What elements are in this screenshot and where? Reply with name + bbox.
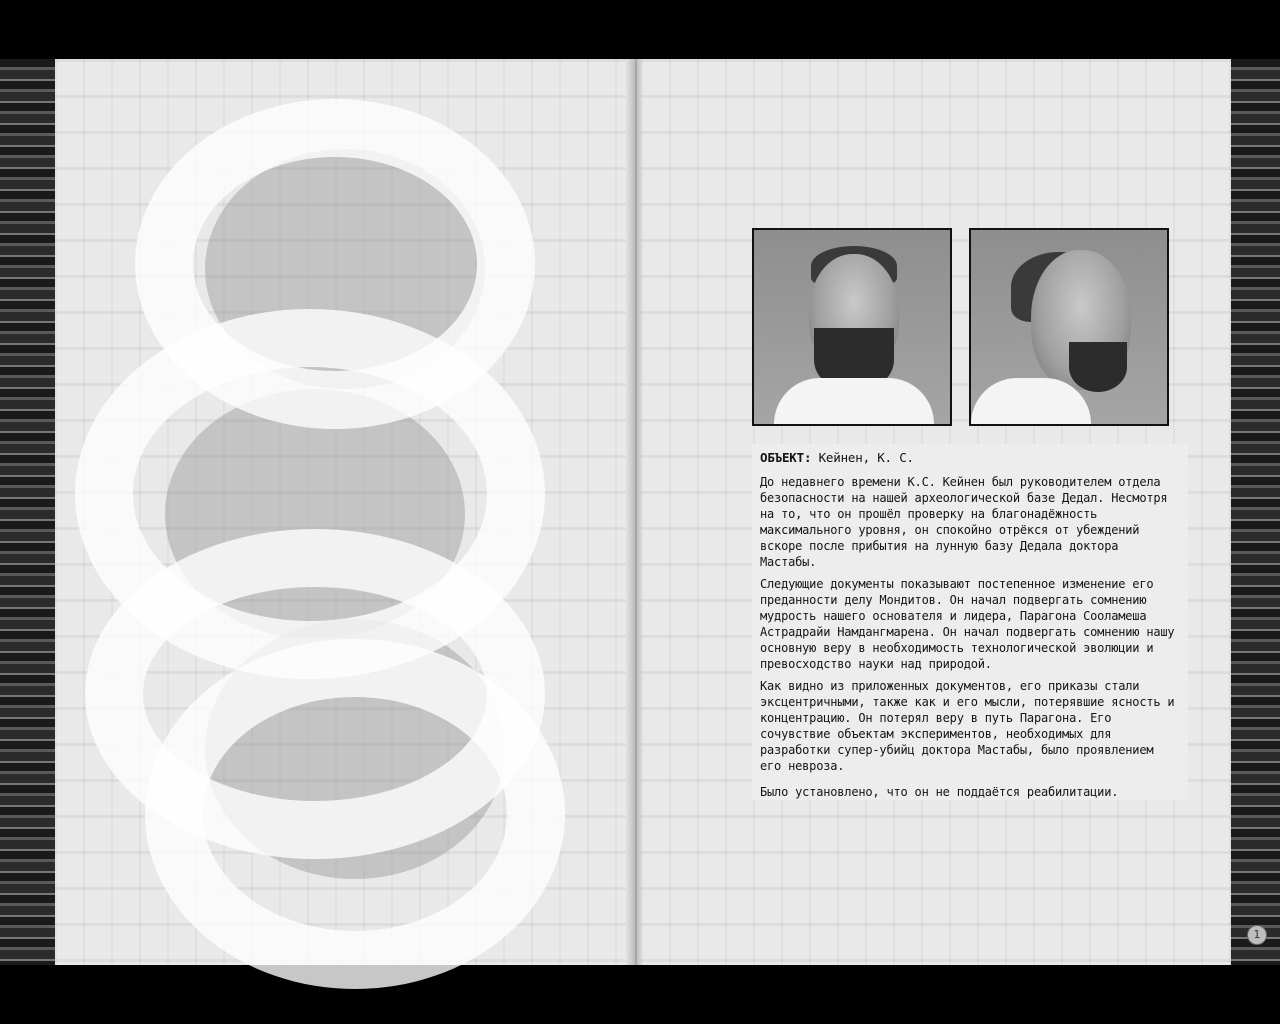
subject-name: Кейнен, К. С. — [818, 450, 914, 465]
dossier-text — [752, 444, 1188, 800]
ring-graphic — [145, 639, 565, 989]
paragraph-4: Было установлено, что он не поддаётся реабилитации. — [760, 785, 1119, 799]
page-number: 1 — [1247, 925, 1267, 945]
paragraph-1: До недавнего времени К.С. Кейнен был руководителем отдела безопасности на нашей археологической базе Дедал. Несмотря на то, что он прошёл проверку на благонадёжность максимального уровня, он спокойно отрёкся от убеждений вскоре после прибытия на лунную базу Дедала доктора Мастабы. — [760, 475, 1168, 569]
mugshot-profile-photo — [969, 228, 1169, 426]
subject-label: ОБЪЕКТ: — [760, 450, 812, 465]
paragraph-2: Следующие документы показывают постепенное изменение его преданности делу Мондитов. Он начал подвергать сомнению мудрость нашего основателя и лидера, Парагона Сооламеша Астрадрайи Намдангмарена. Он начал подвергать сомнению нашу основную веру в необходимость технологической эволюции и превосходство науки над природой. — [760, 577, 1175, 671]
mugshot-front-photo — [752, 228, 952, 426]
beard — [1069, 342, 1127, 392]
paragraph-3: Как видно из приложенных документов, его приказы стали эксцентричными, также как и его мысли, потерявшие ясность и концентрацию. Он потерял веру в путь Парагона. Его сочувствие объектам экспериментов, необходимых для разработки супер-убийц доктора Мастабы, было проявлением его невроза. — [760, 679, 1175, 773]
right-edge-pattern — [1230, 59, 1280, 965]
subject-line — [760, 450, 1180, 466]
left-edge-pattern — [0, 59, 56, 965]
shirt — [774, 378, 934, 424]
left-page — [55, 59, 635, 965]
